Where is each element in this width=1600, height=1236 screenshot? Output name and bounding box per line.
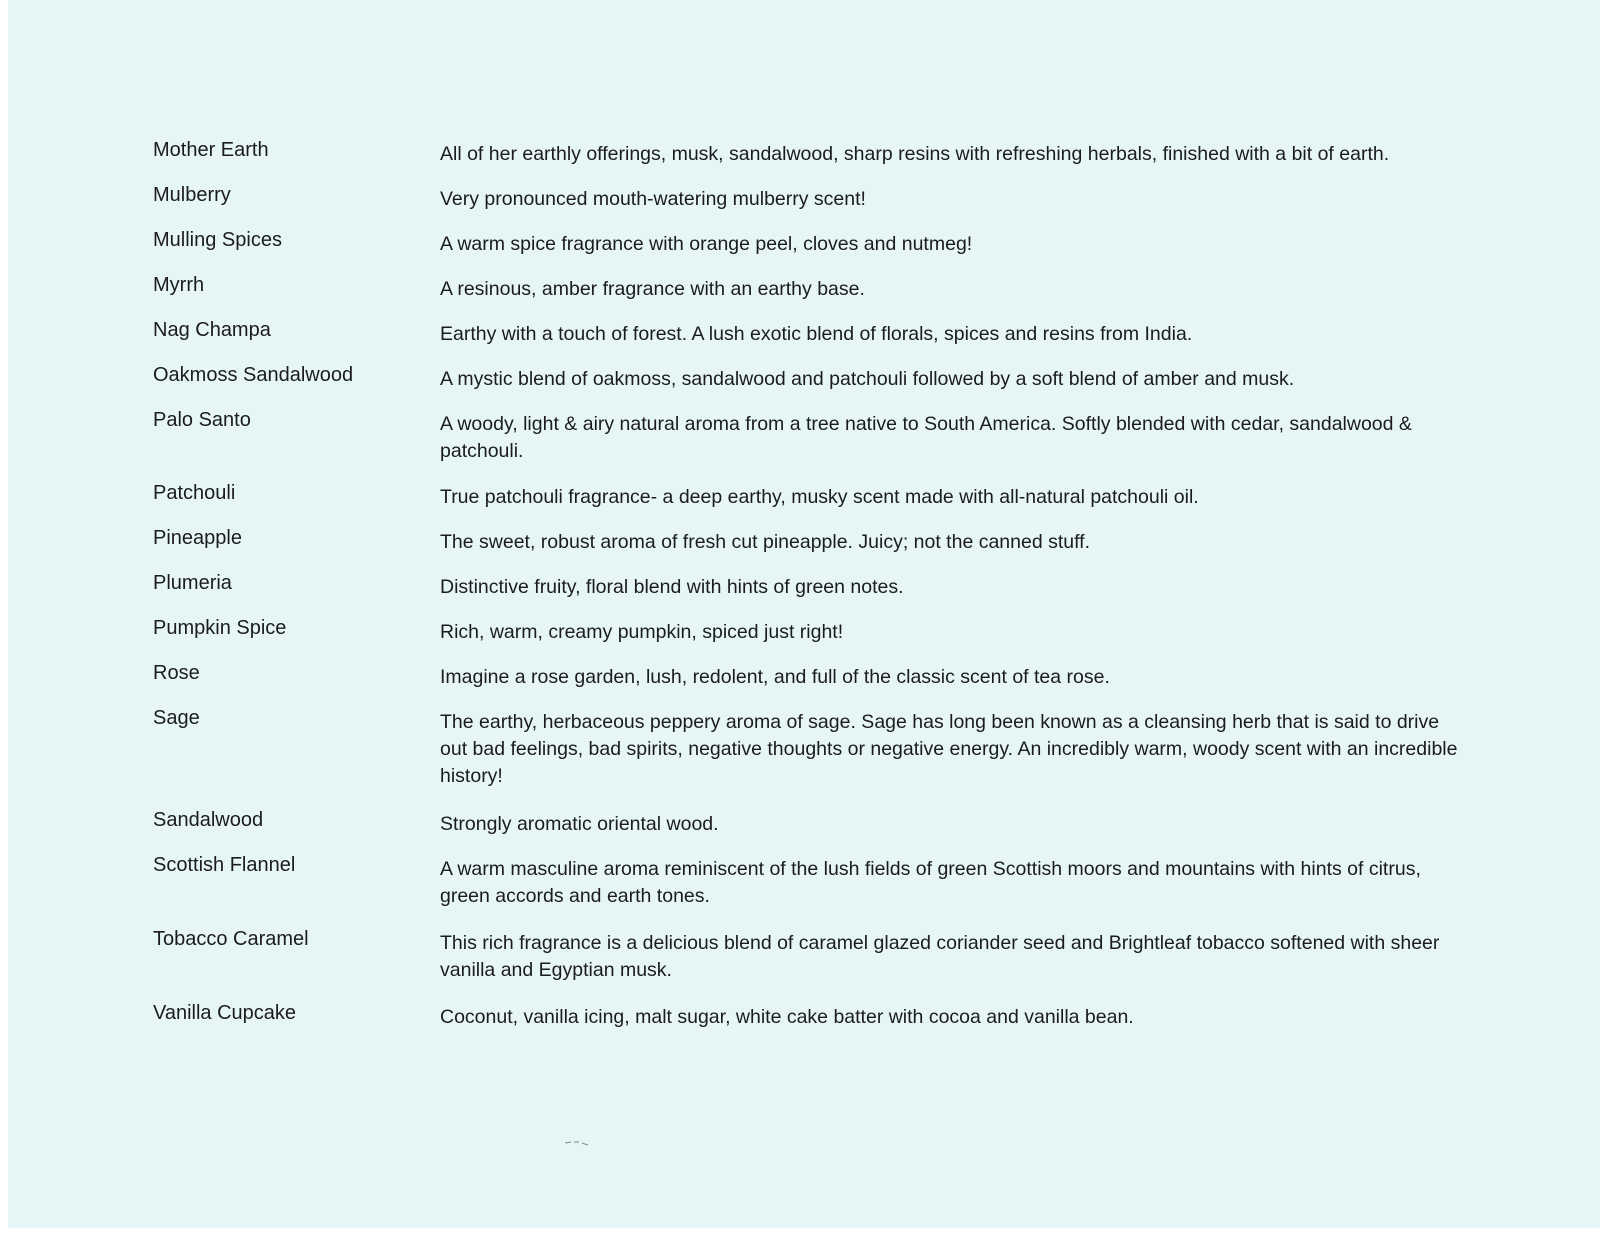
scent-description: Coconut, vanilla icing, malt sugar, white cake batter with cocoa and vanilla bean. (440, 1006, 1134, 1028)
scent-name: Myrrh (153, 274, 205, 296)
scent-description: Rich, warm, creamy pumpkin, spiced just right! (440, 621, 844, 643)
scent-row (153, 316, 1463, 361)
scent-row (153, 999, 1463, 1044)
scent-name: Nag Champa (153, 319, 271, 341)
scent-description: A woody, light & airy natural aroma from a tree native to South America. Softly blended with cedar, sandalwood & patchouli. (440, 413, 1412, 462)
scent-name: Oakmoss Sandalwood (153, 364, 354, 386)
scent-name: Sage (153, 707, 200, 729)
scent-description: This rich fragrance is a delicious blend of caramel glazed coriander seed and Brightleaf tobacco softened with sheer vanilla and Egyptian musk. (440, 932, 1440, 981)
scent-name: Sandalwood (153, 809, 264, 831)
scent-row (153, 226, 1463, 271)
scent-name: Mother Earth (153, 139, 269, 161)
scent-description: Earthy with a touch of forest. A lush exotic blend of florals, spices and resins from India. (440, 323, 1193, 345)
scent-row (153, 925, 1463, 999)
scent-row (153, 136, 1463, 181)
scent-description: The earthy, herbaceous peppery aroma of sage. Sage has long been known as a cleansing herb that is said to drive out bad feelings, bad spirits, negative thoughts or negative energy. An incredibly warm, woody scent with an incredible history! (440, 711, 1458, 787)
scent-description: Very pronounced mouth-watering mulberry scent! (440, 188, 866, 210)
scent-name: Pineapple (153, 527, 242, 549)
scent-name: Pumpkin Spice (153, 617, 287, 639)
scent-row (153, 851, 1463, 925)
scent-description: Strongly aromatic oriental wood. (440, 813, 719, 835)
scent-name: Vanilla Cupcake (153, 1002, 297, 1024)
scent-name: Plumeria (153, 572, 232, 594)
scent-row (153, 181, 1463, 226)
scent-description: A mystic blend of oakmoss, sandalwood and patchouli followed by a soft blend of amber and musk. (440, 368, 1295, 390)
scent-list (153, 136, 1463, 1044)
scent-row (153, 614, 1463, 659)
scent-description: A resinous, amber fragrance with an earthy base. (440, 278, 865, 300)
scent-name: Mulberry (153, 184, 231, 206)
scent-description: All of her earthly offerings, musk, sandalwood, sharp resins with refreshing herbals, finished with a bit of earth. (440, 143, 1390, 165)
scent-description: A warm spice fragrance with orange peel, cloves and nutmeg! (440, 233, 973, 255)
scent-row (153, 361, 1463, 406)
scent-description: The sweet, robust aroma of fresh cut pineapple. Juicy; not the canned stuff. (440, 531, 1091, 553)
scent-name: Scottish Flannel (153, 854, 296, 876)
scent-row (153, 659, 1463, 704)
scent-description: Imagine a rose garden, lush, redolent, and full of the classic scent of tea rose. (440, 666, 1110, 688)
scent-row (153, 406, 1463, 479)
scent-row (153, 704, 1463, 806)
scent-row (153, 271, 1463, 316)
scan-speck-mark (564, 1140, 598, 1146)
scent-row (153, 524, 1463, 569)
scent-description: True patchouli fragrance- a deep earthy, musky scent made with all-natural patchouli oil. (440, 486, 1199, 508)
scent-description: Distinctive fruity, floral blend with hints of green notes. (440, 576, 904, 598)
scent-name: Patchouli (153, 482, 236, 504)
scent-row (153, 806, 1463, 851)
scent-row (153, 479, 1463, 524)
scent-description: A warm masculine aroma reminiscent of the lush fields of green Scottish moors and mountains with hints of citrus, green accords and earth tones. (440, 858, 1421, 907)
scent-row (153, 569, 1463, 614)
document-page (8, 0, 1600, 1228)
scent-name: Tobacco Caramel (153, 928, 309, 950)
scent-name: Rose (153, 662, 200, 684)
scent-name: Mulling Spices (153, 229, 282, 251)
scent-name: Palo Santo (153, 409, 251, 431)
